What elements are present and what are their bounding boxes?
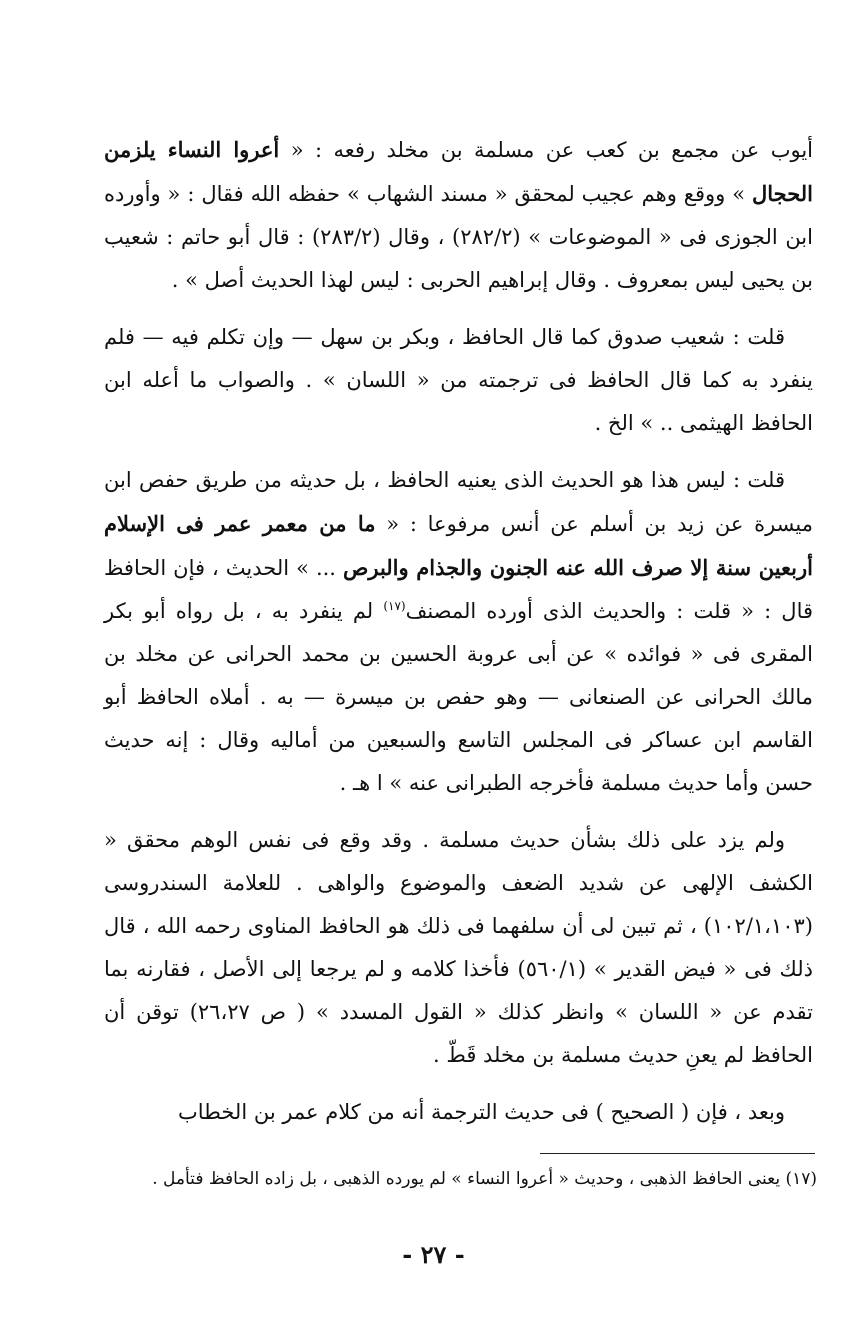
paragraph (104, 128, 813, 302)
page-number: - ٢٧ - (402, 1240, 465, 1269)
main-text-block (104, 128, 813, 1148)
footnotes-block (104, 1163, 817, 1196)
footnote-divider (540, 1153, 815, 1154)
text-run: لم ينفرد به ، بل رواه أبو بكر المقرى فى « فوائده » عن أبى عروبة الحسين بن محمد الحرانى عن مخلد بن مالك الحرانى عن الصنعانى — وهو حفص بن ميسرة — به . أملاه الحافظ أبو القاسم ابن عساكر فى المجلس التاسع والسبعين من أماليه وقال : إنه حديث حسن وأما حديث مسلمة فأخرجه الطبرانى عنه » ا هـ . (104, 599, 813, 795)
hadith-quote: أعروا النساء يلزمن الحجال (104, 137, 813, 206)
paragraph (104, 459, 813, 805)
text-run: قلت : شعيب صدوق كما قال الحافظ ، وبكر بن سهل — وإن تكلم فيه — فلم ينفرد به كما قال الحافظ فى ترجمته من « اللسان » . والصواب ما أعله ابن الحافظ الهيثمى .. » الخ . (104, 325, 813, 435)
text-run: أيوب عن مجمع بن كعب عن مسلمة بن مخلد رفعه : « (279, 138, 813, 162)
text-run: وبعد ، فإن ( الصحيح ) فى حديث الترجمة أنه من كلام عمر بن الخطاب (177, 1100, 785, 1124)
paragraph (104, 316, 813, 445)
text-run: » ووقع وهم عجيب لمحقق « مسند الشهاب » حفظه الله فقال : « وأورده ابن الجوزى فى « الموضوعات » (٢٨٢/٢) ، وقال (٢٨٣/٢) : قال أبو حاتم : شعيب بن يحيى ليس بمعروف . وقال إبراهيم الحربى : ليس لهذا الحديث أصل » . (104, 182, 813, 292)
text-run: ... » الحديث ، فإن الحافظ قال : « قلت : والحديث الذى أورده المصنف (104, 556, 814, 623)
text-run: قلت : ليس هذا هو الحديث الذى يعنيه الحافظ ، بل حديثه من طريق حفص ابن ميسرة عن زيد بن أسلم عن أنس مرفوعا : « (104, 468, 813, 536)
text-run: ولم يزد على ذلك بشأن حديث مسلمة . وقد وقع فى نفس الوهم محقق « الكشف الإلهى عن شديد الضعف والموضوع والواهى . للعلامة السندروسى (١٠٢/١،١٠٣) ، ثم تبين لى أن سلفهما فى ذلك هو الحافظ المناوى رحمه الله ، قال ذلك فى « فيض القدير » (٥٦٠/١) فأخذا كلامه و لم يرجعا إلى الأصل ، فقارنه بما تقدم عن « اللسان » وانظر كذلك « القول المسدد » ( ص ٢٦،٢٧) توقن أن الحافظ لم يعنِ حديث مسلمة بن مخلد قَطّ . (104, 828, 813, 1067)
footnote-marker: (١٧) (383, 599, 406, 613)
paragraph (104, 819, 813, 1077)
footnote-17: (١٧) يعنى الحافظ الذهبى ، وحديث « أعروا النساء » لم يورده الذهبى ، بل زاده الحافظ فتأمل . (152, 1169, 817, 1189)
paragraph (104, 1091, 813, 1134)
hadith-quote: ما من معمر عمر فى الإسلام أربعين سنة إلا صرف الله عنه الجنون والجذام والبرص (104, 511, 813, 580)
